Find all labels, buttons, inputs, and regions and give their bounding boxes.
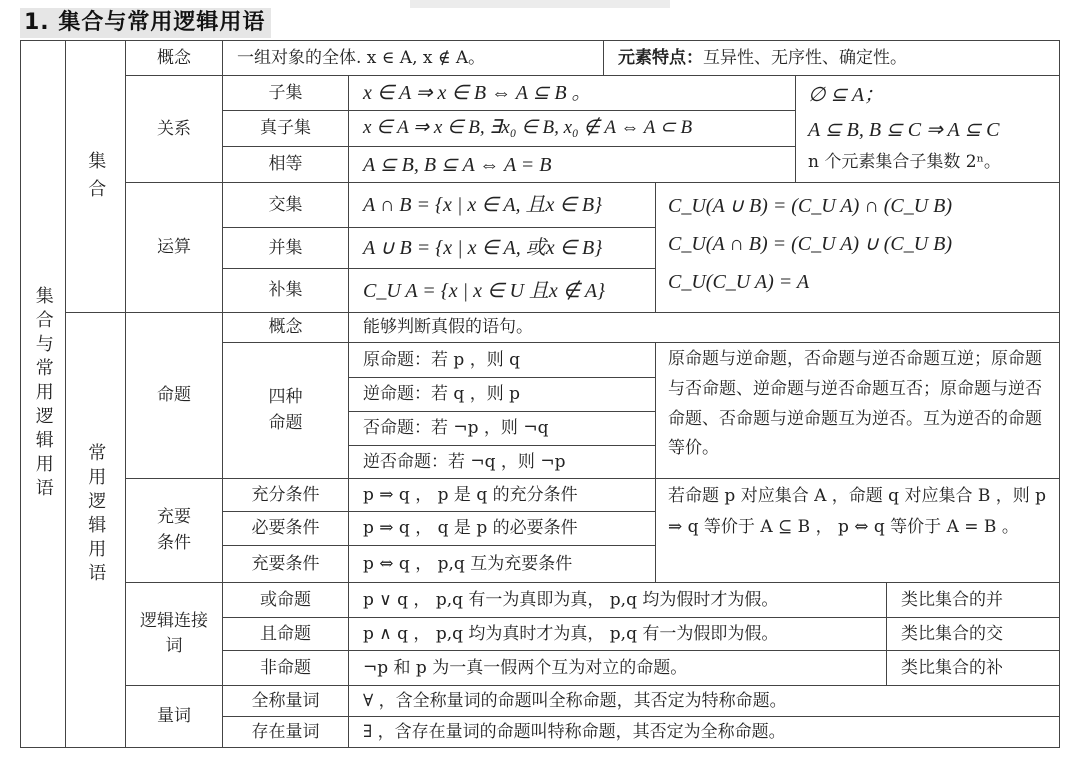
element-features-label: 元素特点： [618, 47, 703, 68]
relations-label-cell [125, 75, 223, 183]
operation-formula-cell [348, 182, 656, 228]
operation-formula-intersection: A ∩ B = {x | x ∈ A, 且x ∈ B} [363, 194, 603, 216]
conditions-note-cell [655, 478, 1060, 583]
relation-name-proper-subset: 真子集 [260, 118, 311, 139]
relation-formula-proper-subset: x ∈ A ⇒ x ∈ B, ∃x₀ ∈ B, x₀ ∉ A ⇔ A ⊂ B [363, 117, 693, 139]
relation-formula-cell [348, 75, 796, 111]
quantifier-name-universal: 全称量词 [251, 690, 320, 711]
quantifiers-label: 量词 [157, 706, 191, 727]
operations-note: C_U(A ∪ B) = (C_U A) ∩ (C_U B) [668, 195, 953, 217]
relation-name-equal: 相等 [268, 154, 303, 175]
connective-analogy-or: 类比集合的并 [901, 589, 1003, 610]
proposition-form-contrapositive: 逆否命题：若 ¬q ，则 ¬p [363, 451, 566, 472]
section-title: 1. 集合与常用逻辑用语 [20, 8, 271, 38]
relation-name-cell [222, 75, 349, 111]
relation-formula-equal: A ⊆ B, B ⊆ A ⇔ A = B [363, 153, 552, 176]
operation-name-union: 并集 [268, 237, 303, 258]
connective-analogy-not: 类比集合的补 [901, 657, 1003, 678]
propositions-note-cell [655, 342, 1060, 479]
operations-note: C_U(A ∩ B) = (C_U A) ∪ (C_U B) [668, 233, 953, 255]
operations-note: C_U(C_U A) = A [668, 271, 810, 293]
condition-name-necessary: 必要条件 [251, 518, 320, 539]
propositions-note: 原命题与逆命题，否命题与逆否命题互逆；原命题与否命题、逆命题与逆否命题互否；原命题与逆否命题、否命题与逆命题互为逆否。互为逆否的命题等价。 [668, 349, 1042, 459]
quantifier-text-universal: ∀ ，含全称量词的命题叫全称命题，其否定为特称命题。 [363, 690, 787, 711]
relations-notes-cell [795, 75, 1060, 183]
connective-text-or: p ∨ q ， p,q 有一为真即为真， p,q 均为假时才为假。 [363, 589, 779, 610]
sets-concept-definition: 一组对象的全体. x ∈ A, x ∉ A。 [237, 47, 486, 68]
proposition-form-cell [348, 411, 656, 446]
connective-analogy-cell [886, 650, 1060, 686]
proposition-concept-text-cell [348, 312, 1060, 343]
connective-name-cell [222, 650, 349, 686]
condition-text-cell [348, 511, 656, 546]
relations-note: A ⊆ B, B ⊆ C ⇒ A ⊆ C [808, 119, 1000, 141]
propositions-label-cell [125, 312, 223, 479]
condition-text-sufficient: p ⇒ q ， p 是 q 的充分条件 [363, 484, 578, 505]
quantifier-text-existential: ∃ ，含存在量词的命题叫特称命题，其否定为全称命题。 [363, 721, 786, 742]
operation-name-cell [222, 182, 349, 228]
top-cropped-heading [410, 0, 670, 8]
connective-name-not: 非命题 [260, 657, 311, 678]
condition-name-sufficient: 充分条件 [251, 484, 320, 505]
connective-name-cell [222, 617, 349, 651]
operation-name-cell [222, 227, 349, 269]
connective-name-or: 或命题 [260, 589, 311, 610]
condition-name-cell [222, 545, 349, 583]
quantifier-name-cell [222, 685, 349, 717]
proposition-form-original: 原命题：若 p ，则 q [363, 349, 520, 370]
sets-section-label: 集合 [85, 151, 107, 207]
relation-name-cell [222, 146, 349, 183]
condition-name-sufficient-necessary: 充要条件 [251, 553, 320, 574]
operation-formula-complement: C_U A = {x | x ∈ U 且x ∉ A} [363, 279, 606, 302]
four-propositions-label: 四种命题 [268, 387, 303, 433]
operations-notes-cell [655, 182, 1060, 313]
condition-text-cell [348, 478, 656, 512]
connective-name-cell [222, 582, 349, 618]
four-propositions-label-cell [222, 342, 349, 479]
operation-name-cell [222, 268, 349, 313]
sets-concept-definition-cell [222, 40, 604, 76]
sets-concept-label-cell [125, 40, 223, 76]
condition-text-sufficient-necessary: p ⇔ q ， p,q 互为充要条件 [363, 553, 573, 574]
connective-text-not: ¬p 和 p 为一真一假两个互为对立的命题。 [363, 657, 688, 678]
condition-name-cell [222, 478, 349, 512]
quantifier-name-existential: 存在量词 [251, 721, 320, 742]
operation-formula-union: A ∪ B = {x | x ∈ A, 或x ∈ B} [363, 237, 603, 259]
operation-formula-cell [348, 227, 656, 269]
connective-name-and: 且命题 [260, 623, 311, 644]
quantifier-text-cell [348, 685, 1060, 717]
conditions-note: 若命题 p 对应集合 A ，命题 q 对应集合 B ，则 p ⇒ q 等价于 A ⊆ B ， p ⇔ q 等价于 A = B 。 [668, 486, 1047, 538]
quantifiers-label-cell [125, 685, 223, 748]
operation-name-intersection: 交集 [268, 194, 303, 215]
proposition-concept-label-cell [222, 312, 349, 343]
sets-section-cell [65, 40, 126, 313]
logic-section-label: 常用逻辑用语 [85, 443, 107, 587]
operation-formula-cell [348, 268, 656, 313]
logic-section-cell [65, 312, 126, 748]
connective-text-cell [348, 617, 887, 651]
proposition-form-cell [348, 377, 656, 412]
operations-label-cell [125, 182, 223, 313]
propositions-label: 命题 [157, 385, 191, 406]
connectives-label-cell [125, 582, 223, 686]
connective-analogy-cell [886, 617, 1060, 651]
connective-analogy-cell [886, 582, 1060, 618]
proposition-form-converse: 逆命题：若 q ，则 p [363, 384, 520, 405]
condition-text-necessary: p ⇒ q ， q 是 p 的必要条件 [363, 518, 578, 539]
element-features-text: 互异性、无序性、确定性。 [703, 47, 907, 68]
main-category-label: 集合与常用逻辑用语 [32, 286, 54, 502]
relation-formula-cell [348, 110, 796, 147]
quantifier-name-cell [222, 716, 349, 748]
connective-analogy-and: 类比集合的交 [901, 623, 1003, 644]
proposition-form-cell [348, 445, 656, 479]
connective-text-cell [348, 582, 887, 618]
proposition-concept-text: 能够判断真假的语句。 [363, 317, 533, 338]
operation-name-complement: 补集 [268, 280, 303, 301]
connective-text-and: p ∧ q ， p,q 均为真时才为真， p,q 有一为假即为假。 [363, 623, 779, 644]
connectives-label: 逻辑连接词 [140, 610, 208, 656]
relation-formula-cell [348, 146, 796, 183]
condition-name-cell [222, 511, 349, 546]
proposition-concept-label: 概念 [268, 317, 303, 338]
relation-name-cell [222, 110, 349, 147]
conditions-label: 充要条件 [157, 507, 191, 553]
connective-text-cell [348, 650, 887, 686]
condition-text-cell [348, 545, 656, 583]
proposition-form-inverse: 否命题：若 ¬p ，则 ¬q [363, 418, 549, 439]
proposition-form-cell [348, 342, 656, 378]
relations-note: n 个元素集合子集数 2ⁿ。 [808, 152, 1001, 172]
element-features-cell [603, 40, 1060, 76]
quantifier-text-cell [348, 716, 1060, 748]
relations-note: ∅ ⊆ A； [808, 84, 885, 106]
relations-label: 关系 [157, 118, 191, 139]
relation-formula-subset: x ∈ A ⇒ x ∈ B ⇔ A ⊆ B 。 [363, 82, 592, 104]
operations-label: 运算 [157, 237, 191, 258]
relation-name-subset: 子集 [268, 82, 303, 103]
sets-concept-label: 概念 [157, 47, 191, 68]
main-category-cell [20, 40, 66, 748]
conditions-label-cell [125, 478, 223, 583]
